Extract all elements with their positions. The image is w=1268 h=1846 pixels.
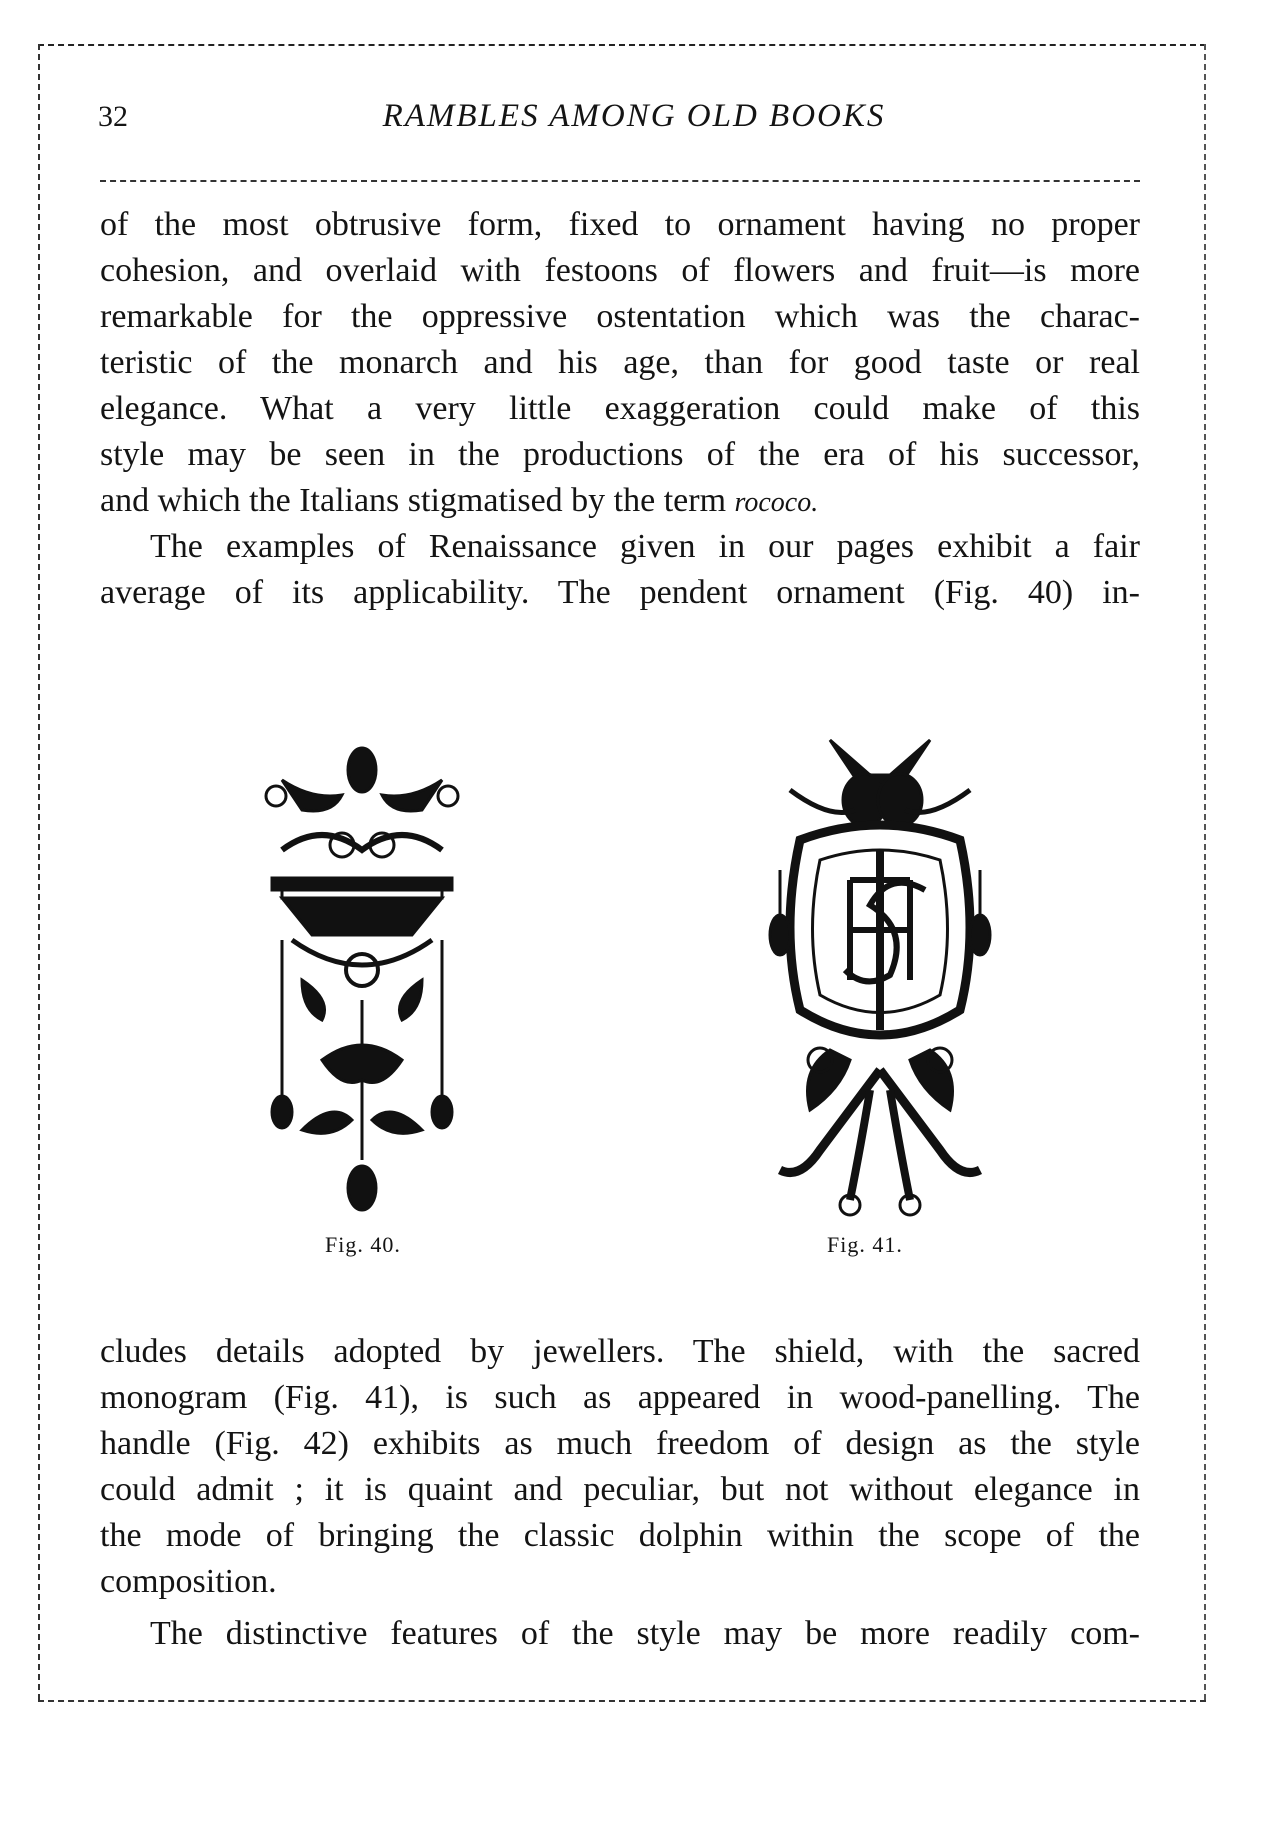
figure-40-pendent-ornament (262, 740, 462, 1220)
text-line: The distinctive features of the style may be more readily com- (150, 1615, 1140, 1652)
page-border-bottom (38, 1700, 1206, 1702)
text-line: composition. (100, 1563, 277, 1600)
page-border-right (1204, 44, 1206, 1700)
text-line: The examples of Renaissance given in our pages exhibit a fair (150, 528, 1140, 565)
running-title: RAMBLES AMONG OLD BOOKS (382, 98, 886, 134)
text-line: remarkable for the oppressive ostentation which was the charac- (100, 298, 1140, 335)
pendent-ornament-illustration (262, 740, 462, 1220)
text-line: could admit ; it is quaint and peculiar, but not without elegance in (100, 1471, 1140, 1508)
text-segment: and which the Italians stigmatised by the term (100, 482, 735, 519)
text-line: monogram (Fig. 41), is such as appeared in wood-panelling. The (100, 1379, 1140, 1416)
text-line: handle (Fig. 42) exhibits as much freedom of design as the style (100, 1425, 1140, 1462)
text-line: of the most obtrusive form, fixed to ornament having no proper (100, 206, 1140, 243)
text-line: cohesion, and overlaid with festoons of flowers and fruit—is more (100, 252, 1140, 289)
text-line: style may be seen in the productions of the era of his successor, (100, 436, 1140, 473)
text-line: cludes details adopted by jewellers. The shield, with the sacred (100, 1333, 1140, 1370)
shield-monogram-illustration (760, 730, 1000, 1220)
page-number: 32 (98, 100, 128, 133)
figure-41-shield-monogram (760, 730, 1000, 1220)
text-line: teristic of the monarch and his age, than for good taste or real (100, 344, 1140, 381)
header-rule (100, 180, 1140, 182)
page-border-top (38, 44, 1206, 46)
text-line: elegance. What a very little exaggeration could make of this (100, 390, 1140, 427)
page-border-left (38, 44, 40, 1700)
italic-term-rococo: rococo. (734, 487, 819, 518)
figure-40-caption: Fig. 40. (325, 1232, 401, 1257)
figure-41-caption: Fig. 41. (827, 1232, 903, 1257)
text-line: average of its applicability. The pendent ornament (Fig. 40) in- (100, 574, 1140, 611)
text-line: the mode of bringing the classic dolphin within the scope of the (100, 1517, 1140, 1554)
text-line (100, 481, 1140, 523)
